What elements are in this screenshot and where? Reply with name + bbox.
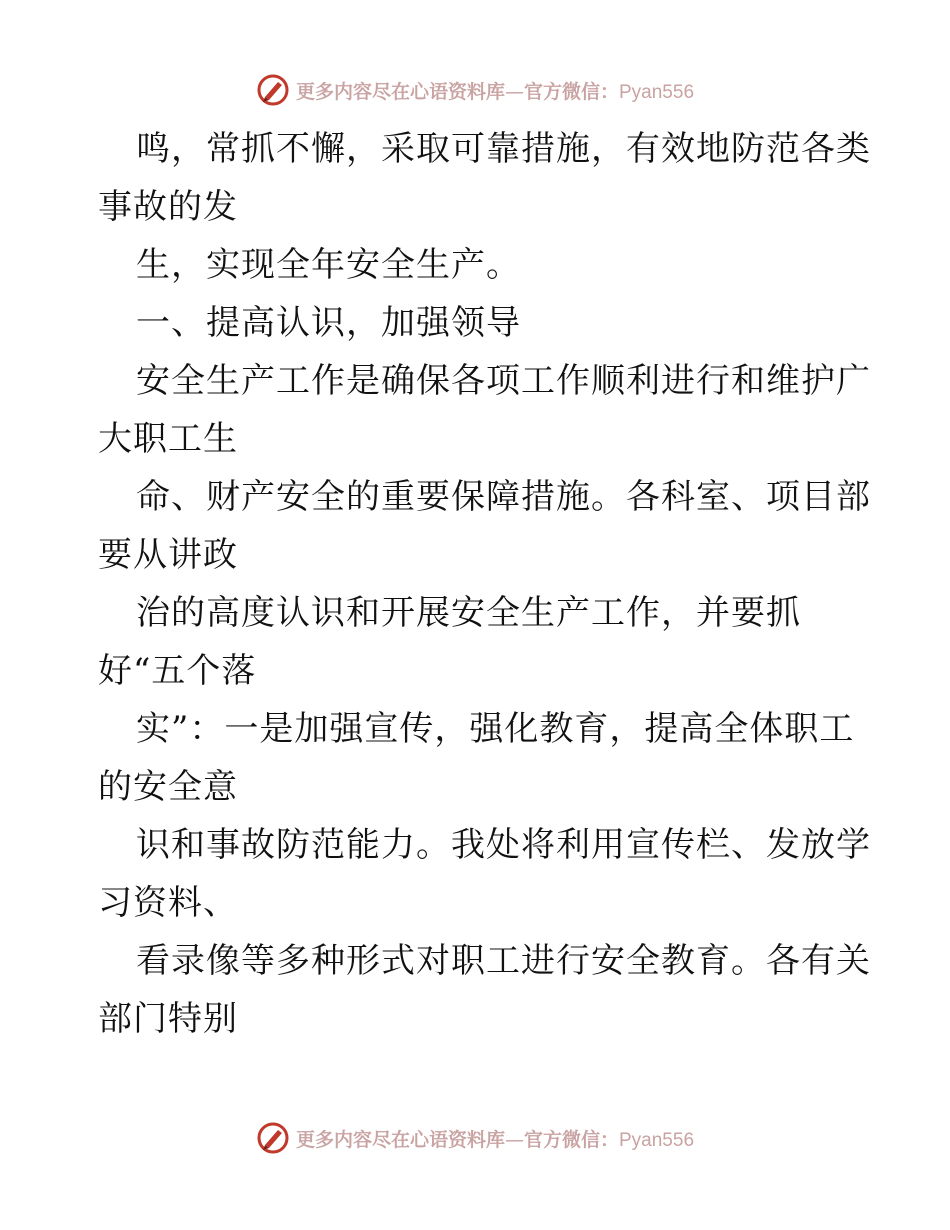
section-heading: 一、提高认识，加强领导: [136, 303, 521, 343]
text-line: 命、财产安全的重要保障措施。各科室、项目部: [136, 477, 871, 517]
text-line: 部门特别: [98, 999, 238, 1039]
text-line: 习资料、: [98, 883, 238, 923]
header-text: 更多内容尽在心语资料库—官方微信：Pyan556: [295, 80, 695, 103]
text-line: 治的高度认识和开展安全生产工作，并要抓: [136, 593, 801, 633]
text-line: 事故的发: [98, 187, 238, 227]
text-line: 生，实现全年安全生产。: [136, 245, 521, 285]
text-line: 安全生产工作是确保各项工作顺利进行和维护广: [136, 361, 871, 401]
pen-logo-icon: [256, 73, 290, 107]
text-line: 的安全意: [98, 767, 238, 807]
document-body: [98, 120, 871, 1048]
text-line: 实”：一是加强宣传，强化教育，提高全体职工: [136, 709, 855, 749]
text-line: 大职工生: [98, 419, 238, 459]
header-watermark: [0, 70, 950, 110]
text-line: 鸣，常抓不懈，采取可靠措施，有效地防范各类: [136, 129, 871, 169]
footer-watermark: [0, 1118, 950, 1158]
footer-text: 更多内容尽在心语资料库—官方微信：Pyan556: [295, 1128, 695, 1151]
text-line: 看录像等多种形式对职工进行安全教育。各有关: [136, 941, 871, 981]
text-line: 要从讲政: [98, 535, 238, 575]
text-line: 识和事故防范能力。我处将利用宣传栏、发放学: [136, 825, 871, 865]
text-line: 好“五个落: [98, 651, 257, 691]
pen-logo-icon: [256, 1121, 290, 1155]
